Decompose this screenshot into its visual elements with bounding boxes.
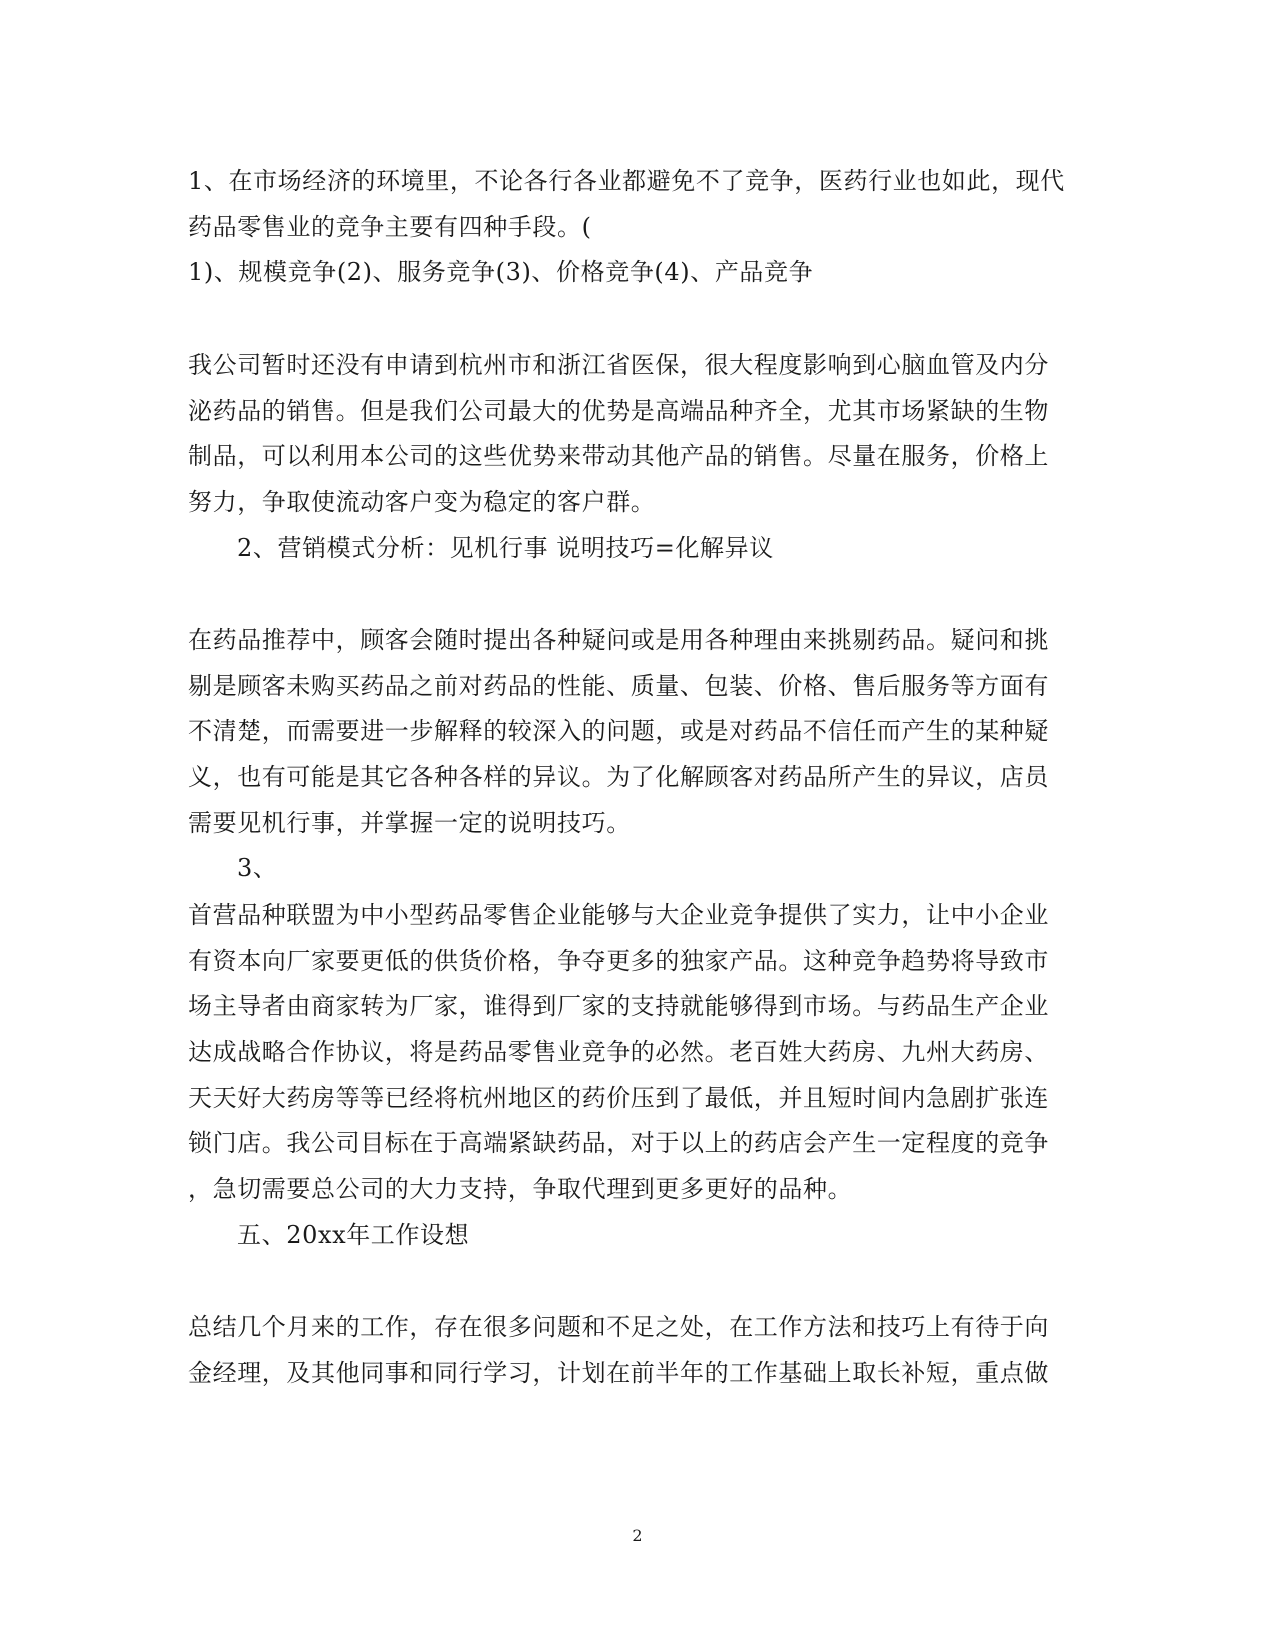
- paragraph-line: 锁门店。我公司目标在于高端紧缺药品，对于以上的药店会产生一定程度的竞争: [188, 1129, 1049, 1157]
- paragraph-line: 义，也有可能是其它各种各样的异议。为了化解顾客对药品所产生的异议，店员: [188, 763, 1049, 791]
- paragraph-line: 不清楚，而需要进一步解释的较深入的问题，或是对药品不信任而产生的某种疑: [188, 717, 1049, 745]
- paragraph-line: 场主导者由商家转为厂家，谁得到厂家的支持就能够得到市场。与药品生产企业: [188, 992, 1049, 1020]
- paragraph-line: 金经理，及其他同事和同行学习，计划在前半年的工作基础上取长补短，重点做: [188, 1359, 1049, 1387]
- paragraph-line: 药品零售业的竞争主要有四种手段。(: [188, 213, 592, 241]
- paragraph-line: 总结几个月来的工作，存在很多问题和不足之处，在工作方法和技巧上有待于向: [188, 1313, 1049, 1341]
- paragraph-line: 努力，争取使流动客户变为稳定的客户群。: [188, 488, 656, 516]
- paragraph-line: 天天好大药房等等已经将杭州地区的药价压到了最低，并且短时间内急剧扩张连: [188, 1084, 1049, 1112]
- paragraph-line: 我公司暂时还没有申请到杭州市和浙江省医保，很大程度影响到心脑血管及内分: [188, 351, 1049, 379]
- paragraph-line: 1)、规模竞争(2)、服务竞争(3)、价格竞争(4)、产品竞争: [188, 258, 814, 286]
- paragraph-line: 达成战略合作协议，将是药品零售业竞争的必然。老百姓大药房、九州大药房、: [188, 1038, 1049, 1066]
- paragraph-line: 有资本向厂家要更低的供货价格，争夺更多的独家产品。这种竞争趋势将导致市: [188, 947, 1049, 975]
- section-heading: 五、20xx年工作设想: [237, 1221, 470, 1249]
- section-heading: 2、营销模式分析：见机行事 说明技巧=化解异议: [237, 534, 774, 562]
- paragraph-line: ，急切需要总公司的大力支持，争取代理到更多更好的品种。: [188, 1175, 853, 1203]
- paragraph-line: 首营品种联盟为中小型药品零售企业能够与大企业竞争提供了实力，让中小企业: [188, 901, 1049, 929]
- paragraph-line: 在药品推荐中，顾客会随时提出各种疑问或是用各种理由来挑剔药品。疑问和挑: [188, 626, 1049, 654]
- page-number: 2: [632, 1526, 643, 1545]
- paragraph-line: 泌药品的销售。但是我们公司最大的优势是高端品种齐全，尤其市场紧缺的生物: [188, 397, 1049, 425]
- paragraph-line: 需要见机行事，并掌握一定的说明技巧。: [188, 809, 631, 837]
- paragraph-line: 剔是顾客未购买药品之前对药品的性能、质量、包装、价格、售后服务等方面有: [188, 672, 1049, 700]
- section-heading: 3、: [237, 854, 278, 882]
- paragraph-line: 1、在市场经济的环境里，不论各行各业都避免不了竞争，医药行业也如此，现代: [188, 167, 1065, 195]
- paragraph-line: 制品，可以利用本公司的这些优势来带动其他产品的销售。尽量在服务，价格上: [188, 442, 1049, 470]
